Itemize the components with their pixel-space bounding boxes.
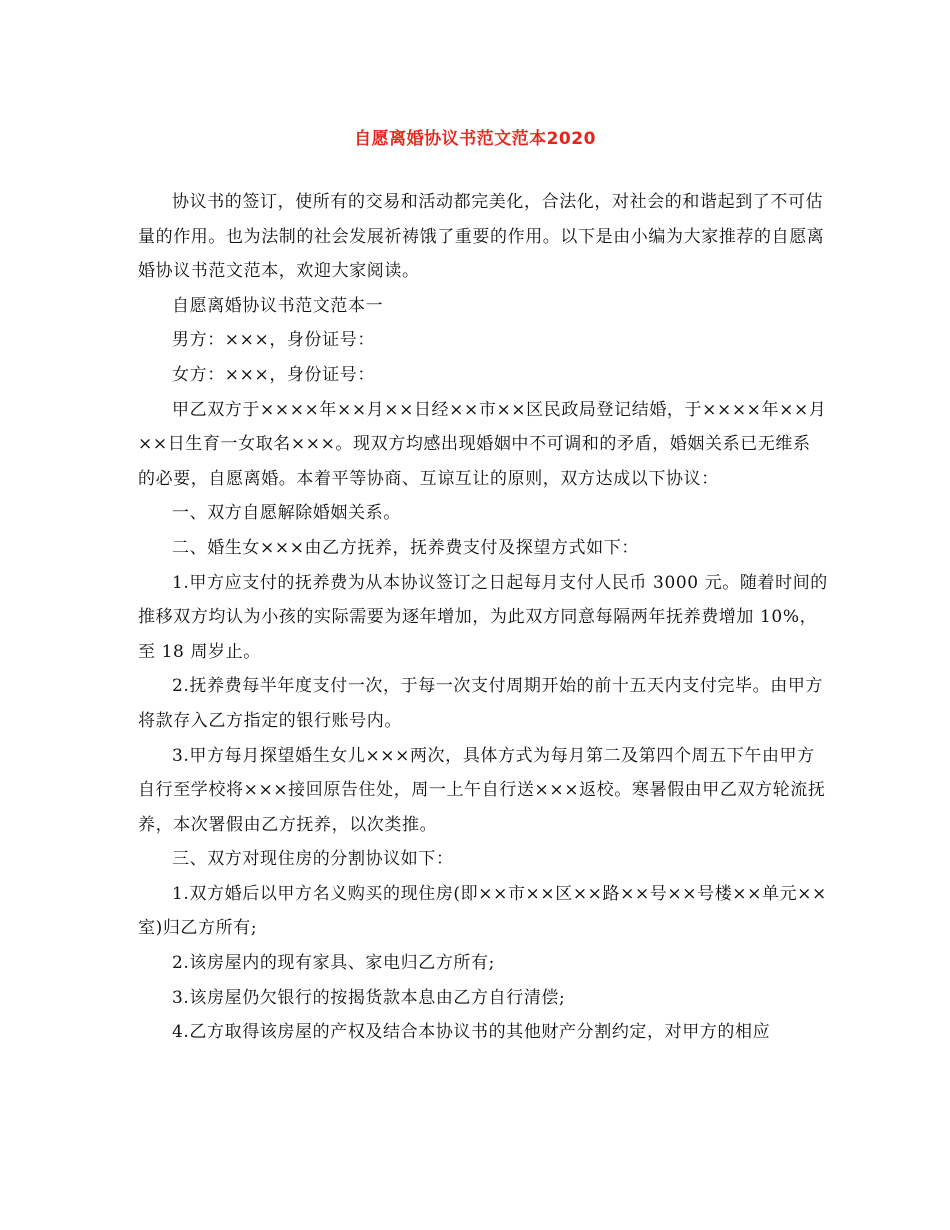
intro-paragraph: 协议书的签订，使所有的交易和活动都完美化，合法化，对社会的和谐起到了不可估量的作用。也为法制的社会发展祈祷饿了重要的作用。以下是由小编为大家推荐的自愿离婚协议书范文范本，欢迎大家阅读。 [138, 192, 825, 282]
clause-3-item-1: 1.双方婚后以甲方名义购买的现住房(即××市××区××路××号××号楼××单元××室)归乙方所有; [138, 883, 827, 939]
document-title: 自愿离婚协议书范文范本2020 [354, 129, 596, 149]
clause-3-item-2: 2.该房屋内的现有家具、家电归乙方所有; [172, 953, 495, 974]
clause-3-item-3: 3.该房屋仍欠银行的按揭货款本息由乙方自行清偿; [172, 987, 566, 1008]
clause-2: 二、婚生女×××由乙方抚养，抚养费支付及探望方式如下： [172, 537, 639, 558]
female-party-line: 女方：×××，身份证号： [172, 364, 375, 385]
section-heading: 自愿离婚协议书范文范本一 [172, 295, 384, 316]
clause-2-item-2: 2.抚养费每半年度支付一次，于每一次支付周期开始的前十五天内支付完毕。由甲方将款存入乙方指定的银行账号内。 [138, 676, 824, 731]
male-party-line: 男方：×××，身份证号： [172, 330, 375, 351]
clause-3: 三、双方对现住房的分割协议如下： [172, 849, 454, 870]
marriage-background-paragraph: 甲乙双方于××××年××月××日经××市××区民政局登记结婚，于××××年××月××日生育一女取名×××。现双方均感出现婚姻中不可调和的矛盾，婚姻关系已无维系的必要，自愿离婚。本着平等协商、互谅互让的原则，双方达成以下协议： [138, 399, 827, 489]
clause-1: 一、双方自愿解除婚姻关系。 [172, 503, 401, 524]
clause-2-item-1: 1.甲方应支付的抚养费为从本协议签订之日起每月支付人民币 3000 元。随着时间的推移双方均认为小孩的实际需要为逐年增加，为此双方同意每隔两年抚养费增加 10%，至 18 周岁止。 [138, 572, 828, 662]
document-body [138, 185, 828, 1050]
clause-2-item-3: 3.甲方每月探望婚生女儿×××两次，具体方式为每月第二及第四个周五下午由甲方自行至学校将×××接回原告住处，周一上午自行送×××返校。寒暑假由甲乙双方轮流抚养，本次署假由乙方抚养，以次类推。 [138, 745, 826, 835]
clause-3-item-4: 4.乙方取得该房屋的产权及结合本协议书的其他财产分割约定，对甲方的相应 [172, 1022, 771, 1043]
